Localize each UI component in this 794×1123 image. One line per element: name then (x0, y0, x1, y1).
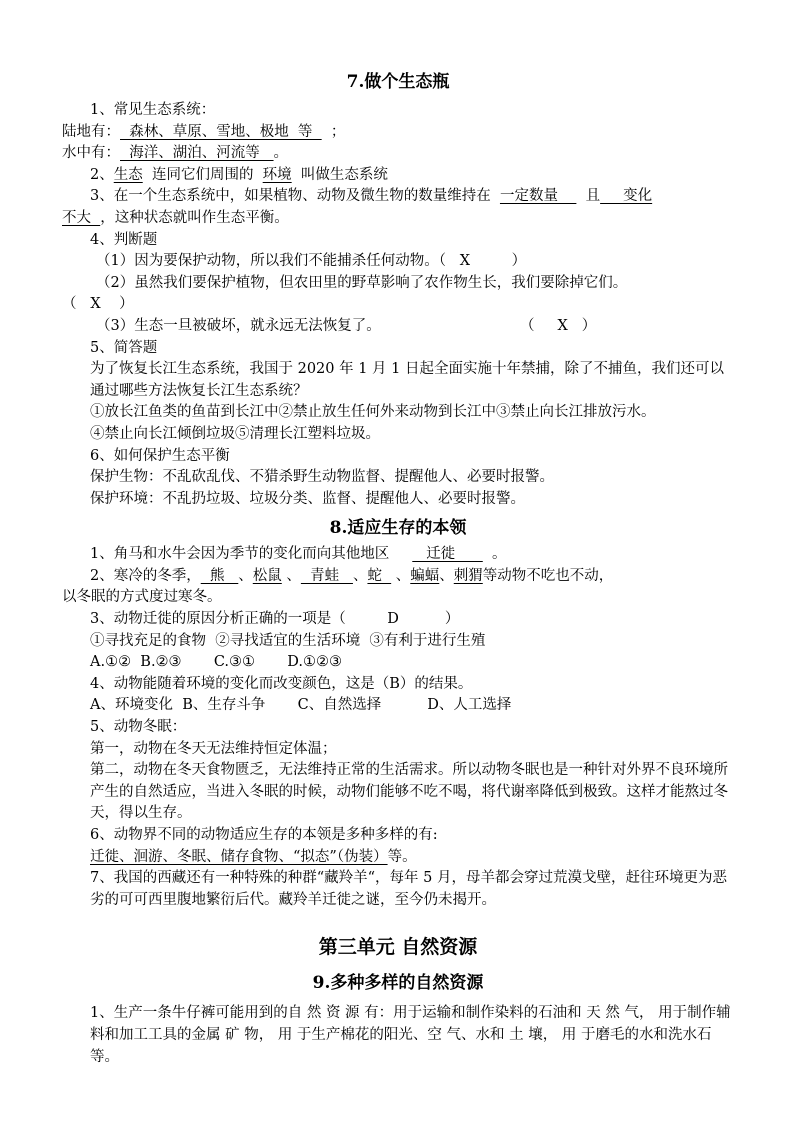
s8-q2-answer-2: 松鼠 (252, 567, 282, 584)
water-label: 水中有： (62, 145, 120, 162)
s8-q6-answer: 迁徙、洄游、冬眠、储存食物、“拟态”（伪装） (90, 848, 388, 865)
s7-judge-3 (62, 316, 734, 338)
s8-q2-answer-6: 刺猬 (453, 567, 483, 584)
s8-q2-answer-1: 熊 (200, 567, 239, 584)
s7-q4: 4、判断题 (90, 231, 158, 248)
s8-q2-answer-4: 蛇 (367, 567, 392, 584)
q3-middle: 且 (576, 188, 601, 205)
judge-3-answer: （ X ） (520, 317, 597, 334)
unit-3-title: 第三单元 自然资源 (318, 936, 478, 959)
water-answer: 海洋、湖泊、河流等 (120, 145, 274, 162)
document-page (62, 62, 734, 1068)
s8-q2-answer-3: 青蛙 (300, 567, 353, 584)
s7-q3-cont (62, 208, 734, 230)
s8-q4-choices: A、环境变化 B、生存斗争 C、自然选择 D、人工选择 (90, 697, 512, 714)
s8-q6 (62, 825, 734, 868)
s7-q5-answer-1: ①放长江鱼类的鱼苗到长江中②禁止放生任何外来动物到长江中③禁止向长江排放污水。 (90, 404, 656, 421)
s8-q1-prefix: 1、角马和水牛会因为季节的变化而向其他地区 (90, 546, 413, 563)
s7-q5-answer-2: ④禁止向长江倾倒垃圾⑤清理长江塑料垃圾。 (90, 425, 380, 442)
s7-q2 (62, 165, 734, 187)
s7-q3 (62, 186, 734, 208)
section-9-title: 9.多种多样的自然资源 (312, 973, 484, 994)
s7-q5-text: 为了恢复长江生态系统，我国于 2020 年 1 月 1 日起全面实施十年禁捕，除了不捕鱼，我们还可以通过哪些方法恢复长江生态系统？ (90, 361, 725, 399)
land-label: 陆地有： (62, 123, 120, 140)
judge-3-text: （3）生态一旦被破坏，就永远无法恢复了。 (96, 317, 381, 334)
s8-q5-answer-2: 第二，动物在冬天食物匮乏，无法维持正常的生活需求。所以动物冬眠也是一种针对外界不良环境所产生的自然适应，当进入冬眠的时候，动物们能够不吃不喝，将代谢率降低到极致。这样才能熬过冬天，得以生存。 (90, 762, 728, 822)
s9-q1: 1、生产一条牛仔裤可能用到的自 然 资 源 有：用于运输和制作染料的石油和 天 然 气， 用于制作辅料和加工工具的金属 矿 物， 用 于生产棉花的阳光、空 气、水和 土 壤， 用 于磨毛的水和洗水石等。 (90, 1005, 731, 1065)
s7-land-line (62, 122, 734, 144)
s7-water-line (62, 143, 734, 165)
q2-suffix: 叫做生态系统 (291, 166, 388, 183)
q2-answer-1: 生态 (113, 166, 143, 183)
s7-q6: 6、如何保护生态平衡 (90, 447, 230, 464)
s8-q1 (62, 544, 734, 566)
water-end: 。 (273, 145, 289, 162)
s8-q2-cont: 以冬眠的方式度过寒冬。 (62, 589, 222, 606)
s8-q5: 5、动物冬眠： (90, 719, 187, 736)
q3-answer-1: 一定数量 (499, 188, 577, 205)
s8-q2: 2、寒冷的冬季， 熊 、松鼠 、 青蛙 、蛇 、蝙蝠、刺猬等动物不吃也不动， (90, 567, 614, 584)
s8-q7: 7、我国的西藏还有一种特殊的种群“藏羚羊“，每年 5 月，母羊都会穿过荒漠戈壁，赶往环境更为恶劣的可可西里腹地繁衍后代。藏羚羊迁徙之谜，至今仍未揭开。 (90, 870, 727, 908)
q2-answer-2: 环境 (262, 166, 292, 183)
s8-q2-prefix: 2、寒冷的冬季， (90, 567, 201, 584)
s7-q6-answer-1: 保护生物：不乱砍乱伐、不猎杀野生动物监督、提醒他人、必要时报警。 (90, 469, 554, 486)
s8-q2-answer-5: 蝙蝠 (410, 567, 440, 584)
q3-suffix: ，这种状态就叫作生态平衡。 (100, 209, 289, 226)
land-end: ； (321, 123, 346, 140)
land-answer: 森林、草原、雪地、极地 等 (120, 123, 322, 140)
s7-judge-2: （2）虽然我们要保护植物，但农田里的野草影响了农作物生长，我们要除掉它们。 (96, 274, 628, 291)
s8-q5-answer-1: 第一，动物在冬天无法维持恒定体温； (90, 740, 337, 757)
s8-q3-options: ①寻找充足的食物 ②寻找适宜的生活环境 ③有利于进行生殖 (90, 632, 486, 649)
s8-q3-choices: A.①② B.②③ C.③① D.①②③ (90, 654, 342, 671)
q3-prefix: 3、在一个生态系统中，如果植物、动物及微生物的数量维持在 (90, 188, 500, 205)
s7-judge-2-answer: （ X ） (62, 296, 134, 313)
s8-q4: 4、动物能随着环境的变化而改变颜色，这是（B）的结果。 (90, 675, 473, 692)
q2-prefix: 2、 (90, 166, 114, 183)
s7-q5: 5、简答题 (90, 339, 158, 356)
q3-answer-2: 变化 (600, 188, 653, 205)
s8-q6-prefix: 6、动物界不同的动物适应生存的本领是多种多样的有: (90, 827, 438, 843)
s7-judge-1: （1）因为要保护动物，所以我们不能捕杀任何动物。（ X ） (96, 253, 527, 270)
s8-q2-suffix: 等动物不吃也不动， (482, 567, 614, 584)
section-8-title: 8.适应生存的本领 (329, 518, 467, 539)
s8-q3: 3、动物迁徙的原因分析正确的一项是（ D ） (90, 611, 460, 628)
section-7-title: 7.做个生态瓶 (346, 72, 450, 92)
s8-q1-answer: 迁徙 (412, 546, 483, 563)
s8-q6-suffix: 等。 (387, 848, 417, 865)
s7-q1: 1、常见生态系统： (90, 102, 216, 118)
s8-q1-suffix: 。 (482, 546, 507, 563)
q2-middle: 连同它们周围的 (142, 166, 263, 183)
q3-answer-3: 不大 (62, 209, 101, 226)
s7-q6-answer-2: 保护环境：不乱扔垃圾、垃圾分类、监督、提醒他人、必要时报警。 (90, 490, 525, 507)
